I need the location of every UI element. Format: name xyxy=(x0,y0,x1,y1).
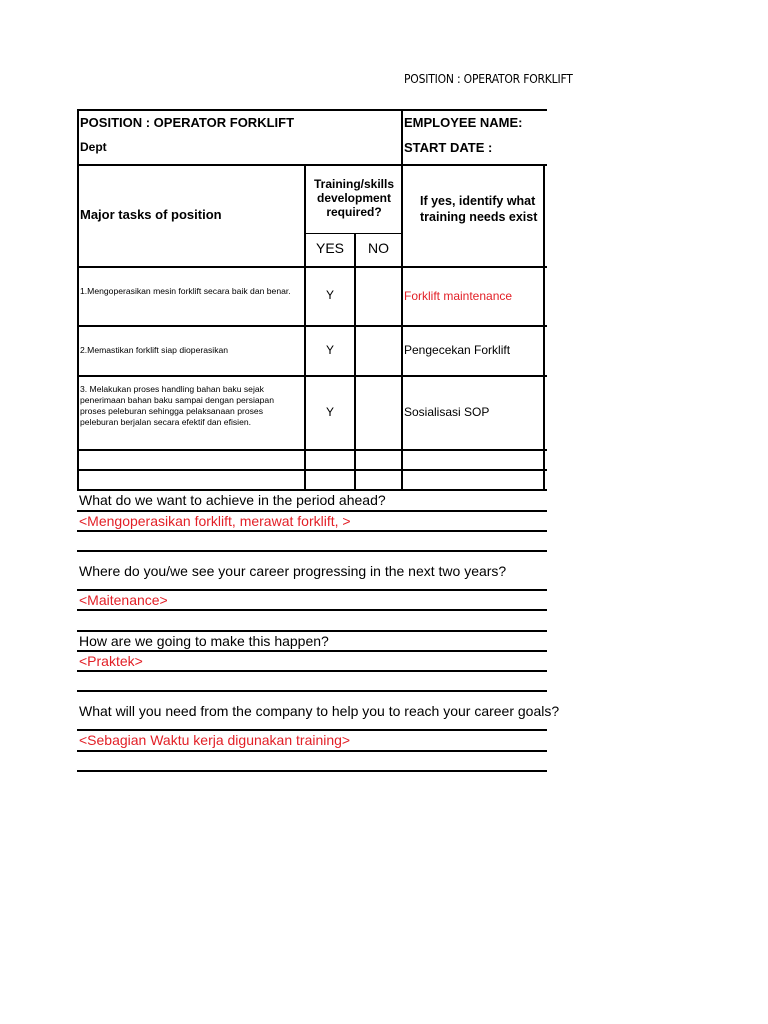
task-training-need: Forklift maintenance xyxy=(404,289,513,303)
no-column-label: NO xyxy=(368,240,389,256)
task-training-need: Sosialisasi SOP xyxy=(404,405,490,419)
question-text: What do we want to achieve in the period ahead? xyxy=(79,492,386,508)
answer-line xyxy=(77,550,547,552)
table-border-bottom xyxy=(77,489,547,491)
answer-line xyxy=(77,510,547,512)
yes-column-label: YES xyxy=(315,240,344,256)
task-yes-value: Y xyxy=(325,343,334,357)
table-column-divider xyxy=(401,109,403,491)
question-text: How are we going to make this happen? xyxy=(79,633,329,649)
table-column-divider xyxy=(354,233,356,491)
answer-line xyxy=(77,729,547,731)
task-description: 3. Melakukan proses handling bahan baku sejak penerimaan bahan baku sampai dengan persiapan proses peleburan sehingga pelaksanaan proses peleburan berjalan secara efektif dan efisien. xyxy=(80,384,274,427)
table-divider xyxy=(77,375,547,377)
answer-text: <Maitenance> xyxy=(79,592,168,608)
answer-line xyxy=(77,630,547,632)
task-description: 2.Memastikan forklift siap dioperasikan xyxy=(80,345,229,355)
answer-text: <Sebagian Waktu kerja digunakan training> xyxy=(79,732,351,748)
table-divider xyxy=(77,325,547,327)
answer-line xyxy=(77,650,547,652)
answer-line xyxy=(77,670,547,672)
table-border-top xyxy=(77,109,547,111)
answer-line xyxy=(77,589,547,591)
employee-name-label: EMPLOYEE NAME: xyxy=(404,115,523,130)
table-divider xyxy=(77,469,547,471)
answer-text: <Praktek> xyxy=(79,653,143,669)
answer-line xyxy=(77,750,547,752)
training-required-header: Training/skills development required? xyxy=(313,177,395,219)
answer-line xyxy=(77,770,547,772)
answer-line xyxy=(77,530,547,532)
task-yes-value: Y xyxy=(325,288,334,302)
training-needs-header: If yes, identify what training needs exist xyxy=(420,194,538,224)
table-border-right xyxy=(543,164,545,491)
table-divider xyxy=(77,164,547,166)
task-description: 1.Mengoperasikan mesin forklift secara baik dan benar. xyxy=(80,286,291,296)
table-divider xyxy=(77,449,547,451)
table-border-left xyxy=(77,109,79,491)
question-text: Where do you/we see your career progressing in the next two years? xyxy=(79,563,507,579)
answer-text: <Mengoperasikan forklift, merawat forklift, > xyxy=(79,513,351,529)
question-text: What will you need from the company to help you to reach your career goals? xyxy=(79,703,560,719)
task-training-need: Pengecekan Forklift xyxy=(404,343,511,357)
position-label: POSITION : OPERATOR FORKLIFT xyxy=(80,115,295,130)
answer-line xyxy=(77,609,547,611)
start-date-label: START DATE : xyxy=(404,140,493,155)
answer-line xyxy=(77,690,547,692)
dept-label: Dept xyxy=(80,140,107,154)
table-divider xyxy=(304,233,402,234)
page-header-title: POSITION : OPERATOR FORKLIFT xyxy=(404,72,573,86)
major-tasks-header: Major tasks of position xyxy=(80,207,222,222)
task-yes-value: Y xyxy=(325,405,334,419)
table-divider xyxy=(77,266,547,268)
